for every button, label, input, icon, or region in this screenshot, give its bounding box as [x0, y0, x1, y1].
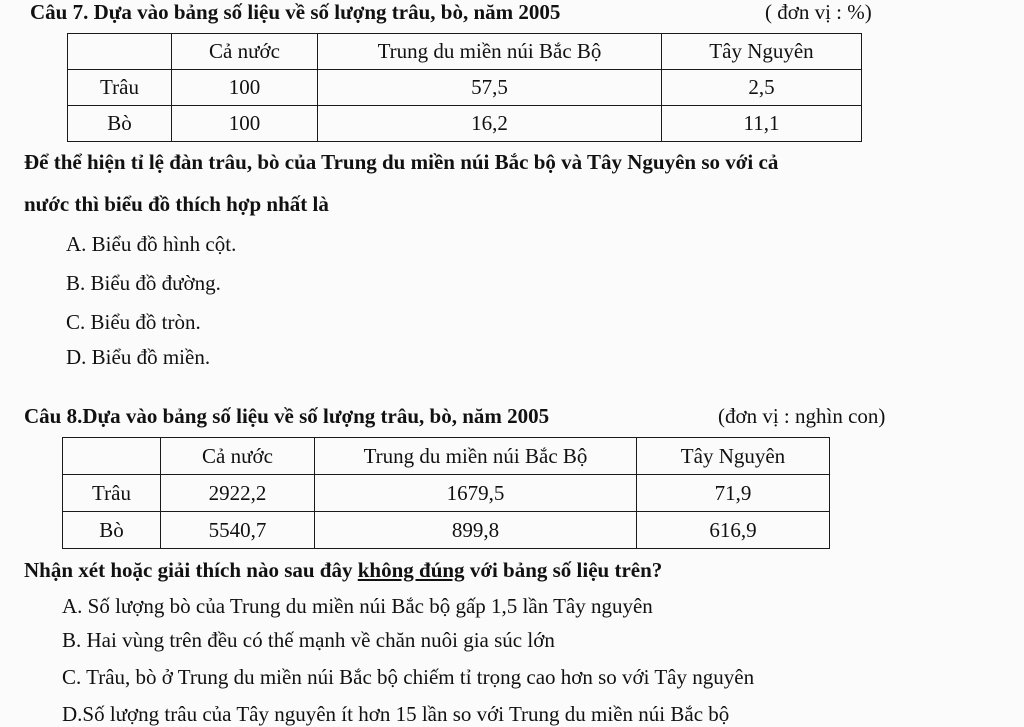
table-row — [63, 512, 830, 549]
table-cell: 11,1 — [662, 106, 862, 142]
table-cell: 5540,7 — [161, 512, 315, 549]
q8-option-b[interactable]: B. Hai vùng trên đều có thế mạnh về chăn nuôi gia súc lớn — [62, 628, 555, 652]
table-cell: 57,5 — [318, 70, 662, 106]
table-cell: 100 — [172, 70, 318, 106]
q7-option-a[interactable]: A. Biểu đồ hình cột. — [66, 232, 237, 256]
table-cell: Bò — [68, 106, 172, 142]
table-cell: 1679,5 — [315, 475, 637, 512]
q7-option-b[interactable]: B. Biểu đồ đường. — [66, 271, 221, 295]
q8-option-a[interactable]: A. Số lượng bò của Trung du miền núi Bắc bộ gấp 1,5 lần Tây nguyên — [62, 594, 653, 618]
q8-option-d[interactable]: D.Số lượng trâu của Tây nguyên ít hơn 15 lần so với Trung du miền núi Bắc bộ — [62, 702, 730, 726]
q7-stem-line1: Để thể hiện tỉ lệ đàn trâu, bò của Trung du miền núi Bắc bộ và Tây Nguyên so với cả — [24, 150, 779, 174]
table-header-row — [63, 438, 830, 475]
q8-stem-emphasis: không đúng — [357, 558, 465, 582]
table-cell: Tây Nguyên — [662, 34, 862, 70]
table-cell: Trung du miền núi Bắc Bộ — [318, 34, 662, 70]
q8-heading: Câu 8.Dựa vào bảng số liệu về số lượng trâu, bò, năm 2005 — [24, 404, 550, 428]
table-cell: Trâu — [68, 70, 172, 106]
q7-heading — [30, 0, 560, 25]
table-row — [63, 475, 830, 512]
q7-unit: ( đơn vị : %) — [765, 0, 872, 24]
table-cell — [68, 34, 172, 70]
q8-unit: (đơn vị : nghìn con) — [718, 404, 886, 428]
table-cell: Trung du miền núi Bắc Bộ — [315, 438, 637, 475]
q7-option-c[interactable]: C. Biểu đồ tròn. — [66, 310, 201, 334]
q7-stem-line2: nước thì biểu đồ thích hợp nhất là — [24, 192, 329, 216]
q8-stem — [24, 558, 662, 583]
q8-table — [62, 437, 830, 549]
table-row — [68, 70, 862, 106]
q7-table — [67, 33, 862, 142]
q7-option-d[interactable]: D. Biểu đồ miền. — [66, 345, 211, 369]
table-cell: Cả nước — [172, 34, 318, 70]
q8-stem-pre: Nhận xét hoặc giải thích nào sau đây — [24, 558, 358, 582]
table-cell: Tây Nguyên — [637, 438, 830, 475]
q8-option-c[interactable]: C. Trâu, bò ở Trung du miền núi Bắc bộ chiếm tỉ trọng cao hơn so với Tây nguyên — [62, 665, 755, 689]
table-cell — [63, 438, 161, 475]
table-row — [68, 106, 862, 142]
q8-stem-post: với bảng số liệu trên? — [464, 558, 663, 582]
table-cell: 899,8 — [315, 512, 637, 549]
table-cell: Bò — [63, 512, 161, 549]
table-cell: 71,9 — [637, 475, 830, 512]
table-cell: 100 — [172, 106, 318, 142]
table-cell: 16,2 — [318, 106, 662, 142]
table-cell: 2922,2 — [161, 475, 315, 512]
table-cell: Trâu — [63, 475, 161, 512]
q7-title: Câu 7. Dựa vào bảng số liệu về số lượng trâu, bò, năm 2005 — [30, 0, 561, 24]
table-cell: Cả nước — [161, 438, 315, 475]
table-cell: 2,5 — [662, 70, 862, 106]
table-header-row — [68, 34, 862, 70]
table-cell: 616,9 — [637, 512, 830, 549]
